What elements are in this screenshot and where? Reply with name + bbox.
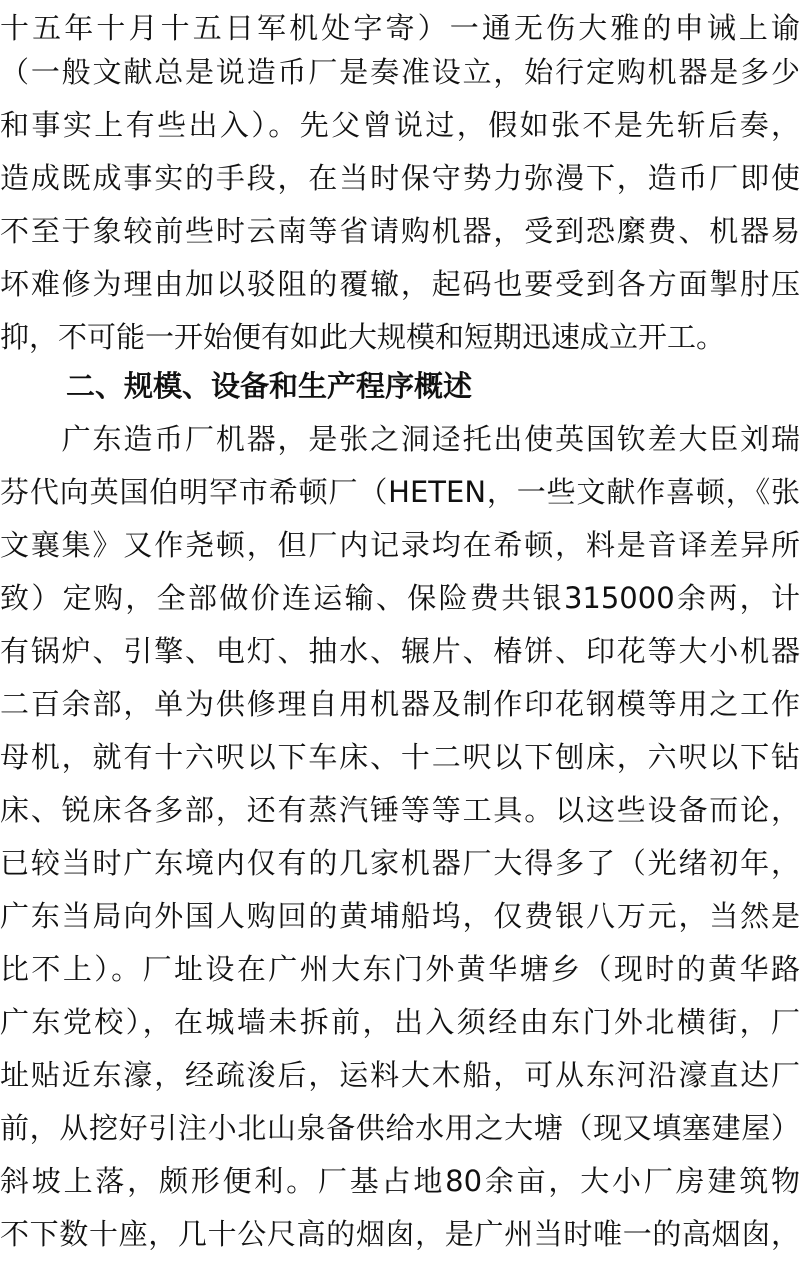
text-line: 有锅炉、引擎、电灯、抽水、辗片、椿饼、印花等大小机器 <box>0 634 800 668</box>
text-line: 和事实上有些出入）。先父曾说过，假如张不是先斩后奏， <box>0 108 800 142</box>
text-line: 不至于象较前些时云南等省请购机器，受到恐縻费、机器易 <box>0 214 800 248</box>
section-heading: 二、规模、设备和生产程序概述 <box>66 369 473 403</box>
text-line: 文襄集》又作尧顿，但厂内记录均在希顿，料是音译差异所 <box>0 528 800 562</box>
text-line: 不下数十座，几十公尺高的烟囱，是广州当时唯一的高烟囱， <box>0 1217 800 1251</box>
text-line: 造成既成事实的手段，在当时保守势力弥漫下，造币厂即使 <box>0 161 800 195</box>
text-line: 广东当局向外国人购回的黄埔船坞，仅费银八万元，当然是 <box>0 899 800 933</box>
text-line: 芬代向英国伯明罕市希顿厂（HETEN，一些文献作喜顿，《张 <box>0 475 800 509</box>
text-line: （一般文献总是说造币厂是奏准设立，始行定购机器是多少 <box>0 55 800 89</box>
text-line: 十五年十月十五日军机处字寄）一通无伤大雅的申诫上谕 <box>0 11 800 45</box>
text-line: 前，从挖好引注小北山泉备供给水用之大塘（现又填塞建屋） <box>0 1111 800 1145</box>
text-line: 斜坡上落，颇形便利。厂基占地80余亩，大小厂房建筑物 <box>0 1164 800 1198</box>
text-line: 址贴近东濠，经疏浚后，运料大木船，可从东河沿濠直达厂 <box>0 1058 800 1092</box>
text-line: 坏难修为理由加以驳阻的覆辙，起码也要受到各方面掣肘压 <box>0 267 800 301</box>
text-line: 广东党校），在城墙未拆前，出入须经由东门外北横街，厂 <box>0 1005 800 1039</box>
text-line: 抑，不可能一开始便有如此大规模和短期迅速成立开工。 <box>0 320 726 354</box>
text-line: 床、锐床各多部，还有蒸汽锤等等工具。以这些设备而论， <box>0 793 800 827</box>
text-line: 广东造币厂机器，是张之洞迳托出使英国钦差大臣刘瑞 <box>0 422 800 456</box>
text-line: 致）定购，全部做价连运输、保险费共银315000余两，计 <box>0 581 800 615</box>
text-line: 比不上）。厂址设在广州大东门外黄华塘乡（现时的黄华路 <box>0 952 800 986</box>
text-line: 已较当时广东境内仅有的几家机器厂大得多了（光绪初年， <box>0 846 800 880</box>
text-line: 二百余部，单为供修理自用机器及制作印花钢模等用之工作 <box>0 687 800 721</box>
text-line: 母机，就有十六呎以下车床、十二呎以下刨床，六呎以下钻 <box>0 740 800 774</box>
